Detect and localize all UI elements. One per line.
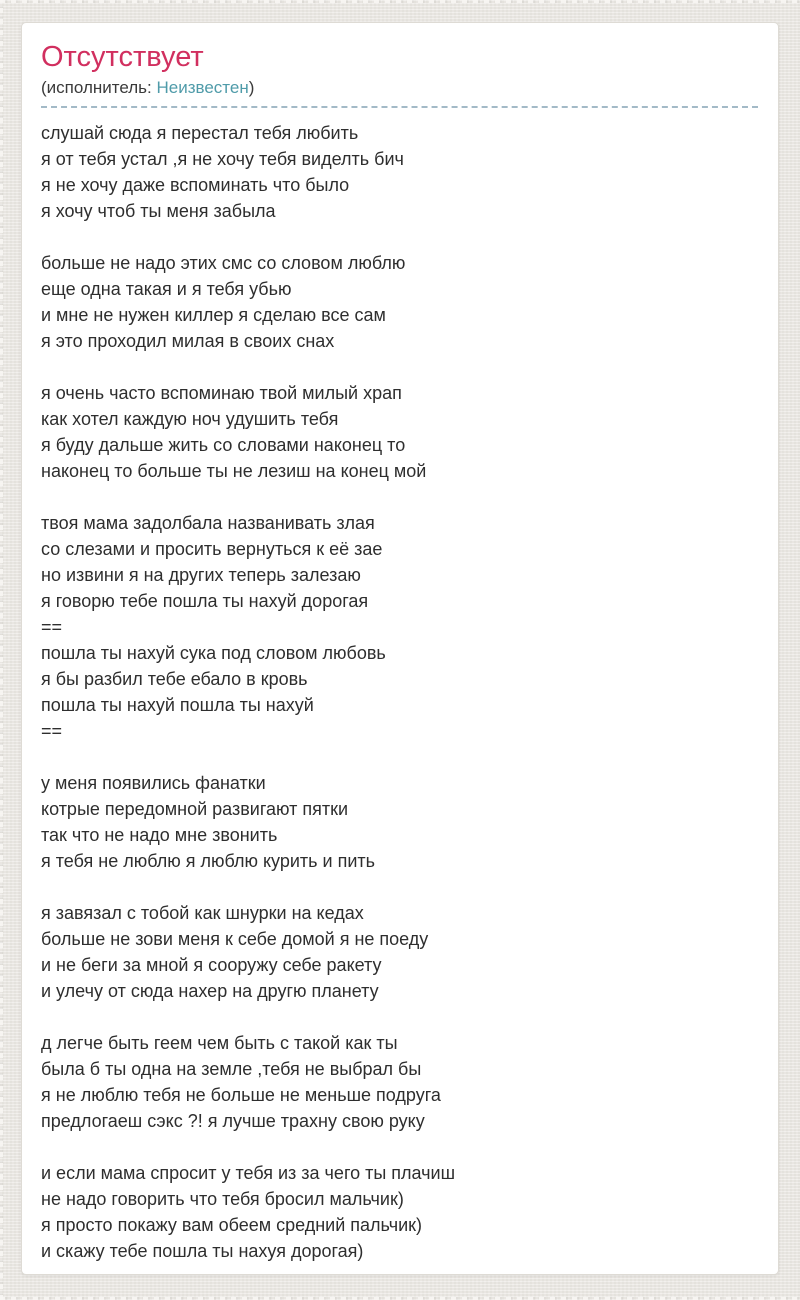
stanza [41,380,758,484]
lyric-line: пошла ты нахуй сука под словом любовь [41,643,386,664]
lyric-line: у меня появились фанатки [41,773,266,794]
lyric-line: больше не надо этих смс со словом люблю [41,253,406,274]
lyrics-text [41,120,758,1264]
stanza [41,250,758,354]
lyric-line: но извини я на других теперь залезаю [41,565,361,586]
lyric-line: со слезами и просить вернуться к её зае [41,539,383,560]
lyric-line: я бы разбил тебе ебало в кровь [41,669,308,690]
page-texture-left-edge [0,0,3,1300]
lyric-line: так что не надо мне звонить [41,825,278,846]
lyric-line: д легче быть геем чем быть с такой как ты [41,1033,398,1054]
stanza [41,1160,758,1264]
lyric-line: я хочу чтоб ты меня забыла [41,201,276,222]
lyric-line: наконец то больше ты не лезиш на конец мой [41,461,427,482]
artist-link[interactable]: Неизвестен [156,78,249,98]
lyric-line: == [41,617,63,638]
lyric-line: я завязал с тобой как шнурки на кедах [41,903,364,924]
lyric-line: слушай сюда я перестал тебя любить [41,123,359,144]
lyrics-card [21,22,779,1275]
artist-prefix-label: (исполнитель: [41,78,157,98]
lyric-line: больше не зови меня к себе домой я не поеду [41,929,429,950]
artist-line [41,77,758,99]
lyric-line: == [41,721,63,742]
artist-suffix-label: ) [248,78,255,98]
stanza [41,900,758,1004]
lyric-line: как хотел каждую ноч удушить тебя [41,409,339,430]
lyric-line: и улечу от сюда нахер на другю планету [41,981,379,1002]
stanza [41,1030,758,1134]
lyric-line: я от тебя устал ,я не хочу тебя виделть бич [41,149,404,170]
lyric-line: еще одна такая и я тебя убью [41,279,292,300]
dashed-separator [41,106,758,108]
lyric-line: была б ты одна на земле ,тебя не выбрал бы [41,1059,422,1080]
lyric-line: я очень часто вспоминаю твой милый храп [41,383,402,404]
lyric-line: и мне не нужен киллер я сделаю все сам [41,305,386,326]
lyric-line: я говорю тебе пошла ты нахуй дорогая [41,591,369,612]
lyric-line: не надо говорить что тебя бросил мальчик) [41,1189,404,1210]
song-title: Отсутствует [41,41,204,73]
lyric-line: и скажу тебе пошла ты нахуя дорогая) [41,1241,364,1262]
stanza [41,770,758,874]
lyric-line: пошла ты нахуй пошла ты нахуй [41,695,314,716]
lyric-line: я тебя не люблю я люблю курить и пить [41,851,376,872]
lyric-line: я это проходил милая в своих снах [41,331,335,352]
lyric-line: и не беги за мной я сооружу себе ракету [41,955,382,976]
page-texture-top-edge [0,0,800,3]
lyric-line: я просто покажу вам обеем средний пальчик) [41,1215,423,1236]
lyric-line: я буду дальше жить со словами наконец то [41,435,406,456]
lyric-line: и если мама спросит у тебя из за чего ты плачиш [41,1163,456,1184]
stanza [41,510,758,744]
lyric-line: я не хочу даже вспоминать что было [41,175,350,196]
lyric-line: котрые передомной развигают пятки [41,799,349,820]
stanza [41,120,758,224]
lyric-line: я не люблю тебя не больше не меньше подруга [41,1085,441,1106]
lyric-line: твоя мама задолбала названивать злая [41,513,375,534]
lyric-line: предлогаеш сэкс ?! я лучше трахну свою руку [41,1111,425,1132]
